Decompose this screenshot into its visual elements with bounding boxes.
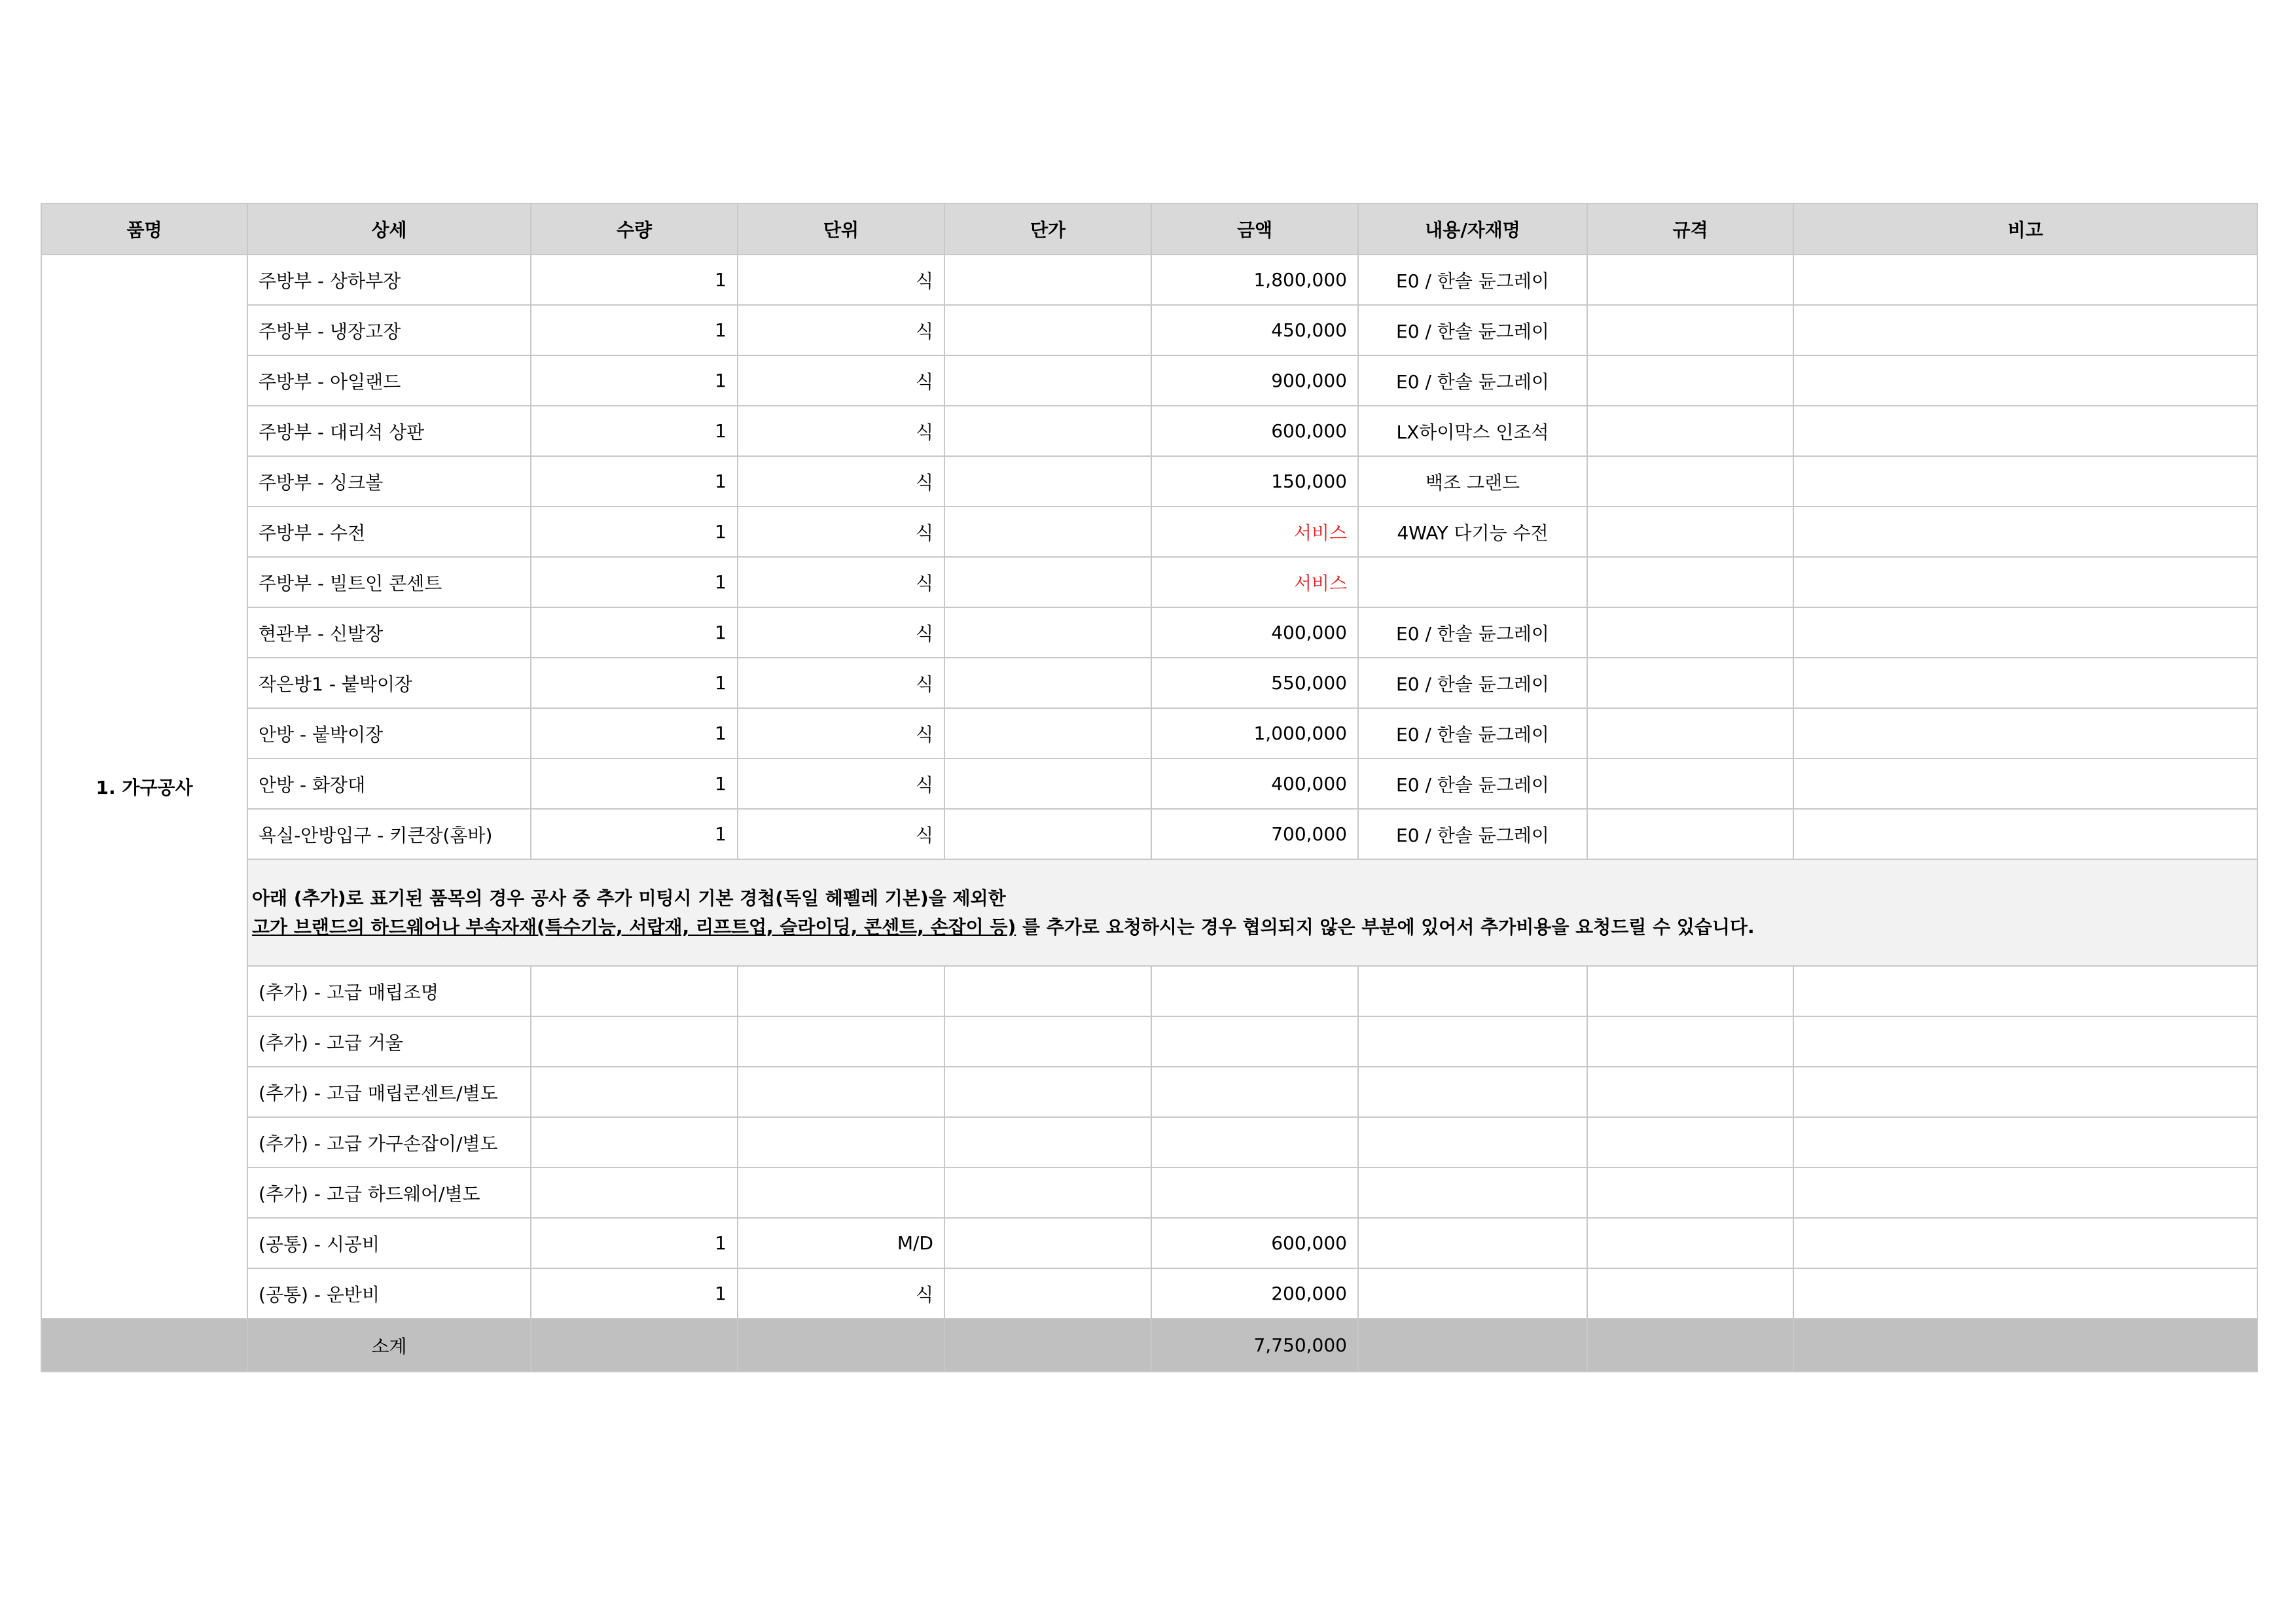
cell-unit-price — [944, 1016, 1151, 1067]
cell-spec — [1587, 456, 1793, 507]
notice-text — [247, 859, 2257, 966]
cell-detail: (추가) - 고급 매립콘센트/별도 — [247, 1067, 531, 1117]
cell-quantity: 1 — [531, 305, 738, 355]
cell-note — [1793, 1168, 2257, 1218]
cell-amount: 200,000 — [1151, 1268, 1358, 1319]
table-row — [41, 255, 2257, 305]
cell-unit-price — [944, 1218, 1151, 1268]
cell-spec — [1587, 557, 1793, 607]
cell-material — [1358, 1218, 1587, 1268]
cell-amount: 450,000 — [1151, 305, 1358, 355]
cell-detail: 욕실-안방입구 - 키큰장(홈바) — [247, 809, 531, 859]
cell-material: E0 / 한솔 듄그레이 — [1358, 355, 1587, 406]
table-row — [41, 758, 2257, 809]
header-unit-price: 단가 — [944, 204, 1151, 255]
cell-unit: 식 — [738, 355, 944, 406]
cell-unit — [738, 1016, 944, 1067]
cell-note — [1793, 758, 2257, 809]
cell-material: E0 / 한솔 듄그레이 — [1358, 658, 1587, 708]
cell-quantity: 1 — [531, 1268, 738, 1319]
cell-material: 4WAY 다기능 수전 — [1358, 507, 1587, 557]
cell-quantity — [531, 1016, 738, 1067]
table-row — [41, 1268, 2257, 1319]
cell-amount — [1151, 1016, 1358, 1067]
cell-unit: 식 — [738, 1268, 944, 1319]
cell-material — [1358, 1268, 1587, 1319]
cell-material: 백조 그랜드 — [1358, 456, 1587, 507]
table-row — [41, 1067, 2257, 1117]
table-row — [41, 966, 2257, 1016]
notice-underlined-text: 고가 브랜드의 하드웨어나 부속자재(특수기능, 서랍재, 리프트업, 슬라이딩, 콘센트, 손잡이 등) — [252, 916, 1016, 938]
subtotal-spec — [1587, 1319, 1793, 1372]
cell-amount: 1,800,000 — [1151, 255, 1358, 305]
cell-spec — [1587, 305, 1793, 355]
cell-quantity: 1 — [531, 708, 738, 758]
notice-line-2 — [252, 913, 2246, 942]
cell-quantity: 1 — [531, 607, 738, 658]
cell-material — [1358, 557, 1587, 607]
cell-quantity: 1 — [531, 355, 738, 406]
cell-quantity: 1 — [531, 557, 738, 607]
cell-note — [1793, 1268, 2257, 1319]
header-item-name: 품명 — [41, 204, 247, 255]
cell-material: E0 / 한솔 듄그레이 — [1358, 809, 1587, 859]
cell-note — [1793, 255, 2257, 305]
cell-unit-price — [944, 1067, 1151, 1117]
cell-spec — [1587, 1067, 1793, 1117]
cell-amount: 600,000 — [1151, 406, 1358, 456]
cell-detail: 주방부 - 아일랜드 — [247, 355, 531, 406]
subtotal-row — [41, 1319, 2257, 1372]
cell-note — [1793, 406, 2257, 456]
cell-spec — [1587, 507, 1793, 557]
subtotal-note — [1793, 1319, 2257, 1372]
cell-amount: 550,000 — [1151, 658, 1358, 708]
cell-unit-price — [944, 507, 1151, 557]
cell-material — [1358, 1117, 1587, 1168]
cell-detail: (추가) - 고급 하드웨어/별도 — [247, 1168, 531, 1218]
cell-note — [1793, 557, 2257, 607]
cell-quantity: 1 — [531, 658, 738, 708]
subtotal-unit-price — [944, 1319, 1151, 1372]
table-row — [41, 1117, 2257, 1168]
cell-note — [1793, 507, 2257, 557]
cell-spec — [1587, 708, 1793, 758]
cell-detail: (추가) - 고급 매립조명 — [247, 966, 531, 1016]
cell-spec — [1587, 1268, 1793, 1319]
cell-spec — [1587, 966, 1793, 1016]
cell-unit — [738, 1067, 944, 1117]
cell-spec — [1587, 1117, 1793, 1168]
table-row — [41, 305, 2257, 355]
table-row — [41, 1168, 2257, 1218]
cell-note — [1793, 708, 2257, 758]
cell-note — [1793, 1117, 2257, 1168]
cell-spec — [1587, 809, 1793, 859]
cell-amount — [1151, 1168, 1358, 1218]
cell-note — [1793, 658, 2257, 708]
cell-unit-price — [944, 1268, 1151, 1319]
cell-unit-price — [944, 1168, 1151, 1218]
cell-unit-price — [944, 557, 1151, 607]
cell-detail: (추가) - 고급 가구손잡이/별도 — [247, 1117, 531, 1168]
cell-note — [1793, 355, 2257, 406]
cell-note — [1793, 1218, 2257, 1268]
cell-amount — [1151, 966, 1358, 1016]
cell-material: E0 / 한솔 듄그레이 — [1358, 255, 1587, 305]
cell-detail: (공통) - 운반비 — [247, 1268, 531, 1319]
cell-amount — [1151, 1067, 1358, 1117]
table-row — [41, 1016, 2257, 1067]
cell-material — [1358, 1016, 1587, 1067]
cell-quantity: 1 — [531, 507, 738, 557]
header-unit: 단위 — [738, 204, 944, 255]
subtotal-material — [1358, 1319, 1587, 1372]
cell-quantity — [531, 1168, 738, 1218]
cell-material — [1358, 966, 1587, 1016]
cell-material: LX하이막스 인조석 — [1358, 406, 1587, 456]
cell-amount: 서비스 — [1151, 557, 1358, 607]
cell-material: E0 / 한솔 듄그레이 — [1358, 758, 1587, 809]
subtotal-amount: 7,750,000 — [1151, 1319, 1358, 1372]
cell-detail: (추가) - 고급 거울 — [247, 1016, 531, 1067]
cell-unit-price — [944, 355, 1151, 406]
table-row — [41, 1218, 2257, 1268]
table-row — [41, 355, 2257, 406]
table-row — [41, 456, 2257, 507]
cell-amount: 400,000 — [1151, 607, 1358, 658]
cell-quantity: 1 — [531, 456, 738, 507]
notice-rest-text: 를 추가로 요청하시는 경우 협의되지 않은 부분에 있어서 추가비용을 요청드릴 수 있습니다. — [1016, 916, 1755, 938]
header-spec: 규격 — [1587, 204, 1793, 255]
cell-detail: 주방부 - 싱크볼 — [247, 456, 531, 507]
cell-unit: 식 — [738, 708, 944, 758]
cell-amount: 900,000 — [1151, 355, 1358, 406]
cell-spec — [1587, 406, 1793, 456]
cell-unit-price — [944, 758, 1151, 809]
cell-quantity: 1 — [531, 758, 738, 809]
table-row — [41, 658, 2257, 708]
subtotal-group-cell — [41, 1319, 247, 1372]
cell-note — [1793, 809, 2257, 859]
table-row — [41, 809, 2257, 859]
cell-unit: 식 — [738, 507, 944, 557]
cell-spec — [1587, 1016, 1793, 1067]
cell-spec — [1587, 758, 1793, 809]
estimate-table — [41, 203, 2258, 1372]
cell-note — [1793, 1016, 2257, 1067]
cell-unit: 식 — [738, 758, 944, 809]
cell-unit-price — [944, 456, 1151, 507]
cell-spec — [1587, 255, 1793, 305]
cell-unit: 식 — [738, 557, 944, 607]
cell-quantity — [531, 1117, 738, 1168]
cell-quantity: 1 — [531, 809, 738, 859]
cell-quantity: 1 — [531, 406, 738, 456]
cell-material — [1358, 1067, 1587, 1117]
cell-detail: 주방부 - 빌트인 콘센트 — [247, 557, 531, 607]
cell-material: E0 / 한솔 듄그레이 — [1358, 708, 1587, 758]
cell-quantity: 1 — [531, 1218, 738, 1268]
cell-amount — [1151, 1117, 1358, 1168]
cell-detail: 주방부 - 대리석 상판 — [247, 406, 531, 456]
cell-unit-price — [944, 607, 1151, 658]
cell-material: E0 / 한솔 듄그레이 — [1358, 305, 1587, 355]
cell-detail: 주방부 - 수전 — [247, 507, 531, 557]
cell-unit-price — [944, 305, 1151, 355]
cell-spec — [1587, 355, 1793, 406]
cell-unit — [738, 966, 944, 1016]
cell-material — [1358, 1168, 1587, 1218]
cell-quantity: 1 — [531, 255, 738, 305]
header-material: 내용/자재명 — [1358, 204, 1587, 255]
cell-quantity — [531, 966, 738, 1016]
cell-note — [1793, 966, 2257, 1016]
subtotal-unit — [738, 1319, 944, 1372]
cell-unit-price — [944, 708, 1151, 758]
table-row — [41, 507, 2257, 557]
cell-spec — [1587, 607, 1793, 658]
table-row — [41, 607, 2257, 658]
cell-unit-price — [944, 1117, 1151, 1168]
cell-note — [1793, 456, 2257, 507]
cell-note — [1793, 1067, 2257, 1117]
cell-detail: 안방 - 붙박이장 — [247, 708, 531, 758]
cell-quantity — [531, 1067, 738, 1117]
header-detail: 상세 — [247, 204, 531, 255]
cell-unit: 식 — [738, 255, 944, 305]
cell-unit: 식 — [738, 809, 944, 859]
cell-detail: (공통) - 시공비 — [247, 1218, 531, 1268]
cell-amount: 700,000 — [1151, 809, 1358, 859]
cell-note — [1793, 607, 2257, 658]
cell-unit — [738, 1117, 944, 1168]
cell-detail: 주방부 - 냉장고장 — [247, 305, 531, 355]
cell-unit-price — [944, 406, 1151, 456]
cell-unit: 식 — [738, 658, 944, 708]
header-note: 비고 — [1793, 204, 2257, 255]
cell-unit: 식 — [738, 607, 944, 658]
header-amount: 금액 — [1151, 204, 1358, 255]
cell-detail: 주방부 - 상하부장 — [247, 255, 531, 305]
header-quantity: 수량 — [531, 204, 738, 255]
cell-unit-price — [944, 809, 1151, 859]
cell-spec — [1587, 1168, 1793, 1218]
cell-unit-price — [944, 658, 1151, 708]
cell-unit — [738, 1168, 944, 1218]
subtotal-label: 소계 — [247, 1319, 531, 1372]
cell-detail: 현관부 - 신발장 — [247, 607, 531, 658]
cell-unit-price — [944, 966, 1151, 1016]
cell-amount: 400,000 — [1151, 758, 1358, 809]
cell-amount: 600,000 — [1151, 1218, 1358, 1268]
cell-amount: 150,000 — [1151, 456, 1358, 507]
table-row — [41, 708, 2257, 758]
cell-unit: 식 — [738, 305, 944, 355]
cell-unit: M/D — [738, 1218, 944, 1268]
notice-row — [41, 859, 2257, 966]
subtotal-quantity — [531, 1319, 738, 1372]
table-row — [41, 406, 2257, 456]
header-row — [41, 204, 2257, 255]
cell-amount: 1,000,000 — [1151, 708, 1358, 758]
notice-line-1: 아래 (추가)로 표기된 품목의 경우 공사 중 추가 미팅시 기본 경첩(독일 헤펠레 기본)을 제외한 — [252, 887, 1006, 909]
cell-spec — [1587, 1218, 1793, 1268]
cell-amount: 서비스 — [1151, 507, 1358, 557]
table-row — [41, 557, 2257, 607]
cell-unit: 식 — [738, 456, 944, 507]
cell-note — [1793, 305, 2257, 355]
cell-unit-price — [944, 255, 1151, 305]
cell-spec — [1587, 658, 1793, 708]
table-body — [41, 255, 2257, 1372]
cell-unit: 식 — [738, 406, 944, 456]
group-label: 1. 가구공사 — [41, 255, 247, 1319]
cell-detail: 안방 - 화장대 — [247, 758, 531, 809]
cell-material: E0 / 한솔 듄그레이 — [1358, 607, 1587, 658]
cell-detail: 작은방1 - 붙박이장 — [247, 658, 531, 708]
